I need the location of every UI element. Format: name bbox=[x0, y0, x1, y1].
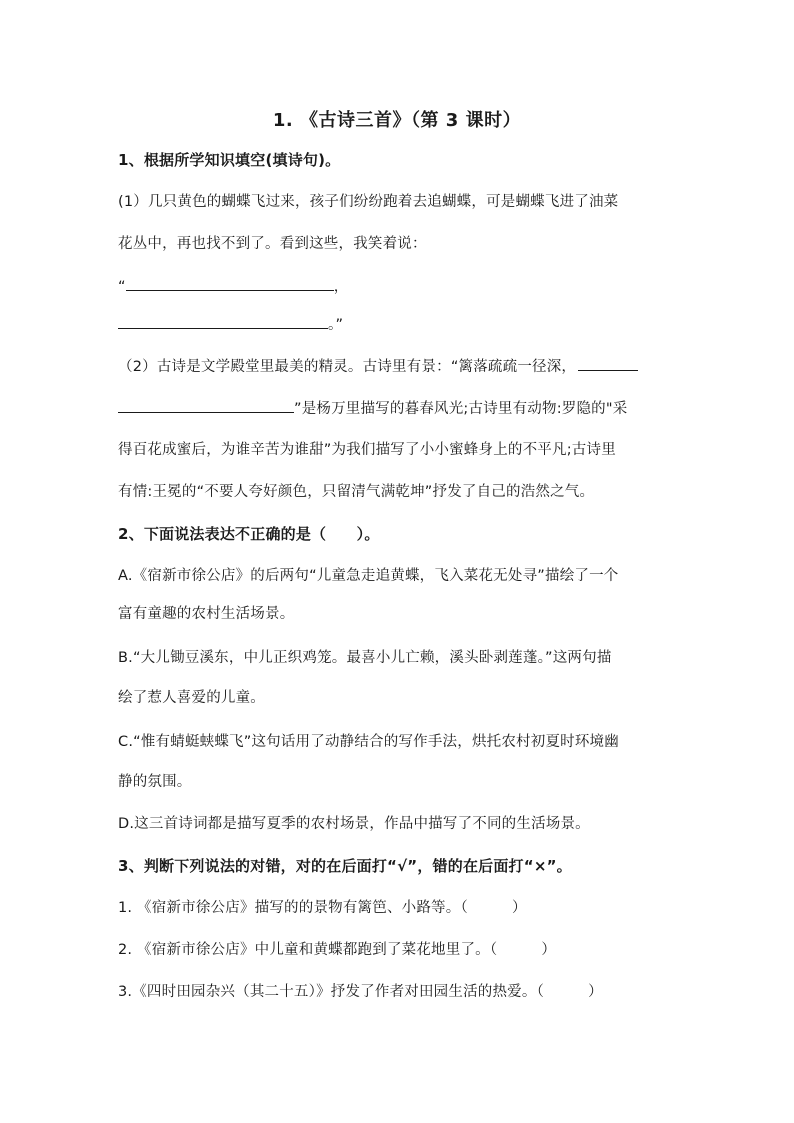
open-quote: “ bbox=[118, 279, 126, 295]
q1-answer-blank1[interactable] bbox=[126, 276, 334, 291]
judgement-item-1: 1. 《宿新市徐公店》描写的的景物有篱笆、小路等。（ ） bbox=[118, 900, 527, 916]
option-a-line2: 富有童趣的农村生活场景。 bbox=[118, 606, 295, 622]
option-b-line2: 绘了惹人喜爱的儿童。 bbox=[118, 690, 265, 706]
option-c-line1: C.“惟有蜻蜓蛱蝶飞”这句话用了动静结合的写作手法，烘托农村初夏时环境幽 bbox=[118, 734, 619, 750]
judgement-item-3: 3.《四时田园杂兴（其二十五）》抒发了作者对田园生活的热爱。（ ） bbox=[118, 984, 603, 1000]
q1-answer-row2 bbox=[118, 314, 678, 335]
option-c-line2: 静的氛围。 bbox=[118, 774, 192, 790]
option-d-line1: D.这三首诗词都是描写夏季的农村场景，作品中描写了不同的生活场景。 bbox=[118, 816, 590, 832]
page-title: 1. 《古诗三首》（第 3 课时） bbox=[272, 110, 522, 131]
q2-text-line2-content: ”是杨万里描写的暮春风光;古诗里有动物:罗隐的"采 bbox=[294, 401, 628, 417]
option-b-line1: B.“大儿锄豆溪东，中儿正织鸡笼。最喜小儿亡赖，溪头卧剥莲蓬。”这两句描 bbox=[118, 650, 612, 666]
q2-text-line1 bbox=[118, 356, 678, 377]
section3-heading: 3、判断下列说法的对错，对的在后面打“√”，错的在后面打“×”。 bbox=[118, 857, 572, 875]
section2-heading: 2、下面说法表达不正确的是（ ）。 bbox=[118, 525, 380, 543]
q2-text-line3: 得百花成蜜后，为谁辛苦为谁甜”为我们描写了小小蜜蜂身上的不平凡;古诗里 bbox=[118, 442, 616, 458]
comma-mark: ， bbox=[333, 279, 349, 295]
q2-text-line4: 有情:王冕的“不要人夸好颜色，只留清气满乾坤”抒发了自己的浩然之气。 bbox=[118, 484, 595, 500]
q2-text-line1-content: （2）古诗是文学殿堂里最美的精灵。古诗里有景：“篱落疏疏一径深， bbox=[118, 359, 577, 375]
q2-answer-blank1[interactable] bbox=[578, 356, 638, 371]
close-quote: 。” bbox=[328, 317, 344, 333]
q2-answer-blank2[interactable] bbox=[118, 398, 294, 413]
q1-text-line2: 花丛中，再也找不到了。看到这些，我笑着说： bbox=[118, 236, 427, 252]
q1-answer-row1 bbox=[118, 276, 678, 297]
judgement-item-2: 2. 《宿新市徐公店》中儿童和黄蝶都跑到了菜花地里了。（ ） bbox=[118, 942, 557, 958]
option-a-line1: A.《宿新市徐公店》的后两句“儿童急走追黄蝶，飞入菜花无处寻”描绘了一个 bbox=[118, 568, 619, 584]
q1-answer-blank2[interactable] bbox=[118, 314, 328, 329]
q2-text-line2 bbox=[118, 398, 678, 419]
q1-text-line1: (1）几只黄色的蝴蝶飞过来，孩子们纷纷跑着去追蝴蝶，可是蝴蝶飞进了油菜 bbox=[118, 194, 619, 210]
section1-heading: 1、根据所学知识填空(填诗句)。 bbox=[118, 151, 341, 169]
